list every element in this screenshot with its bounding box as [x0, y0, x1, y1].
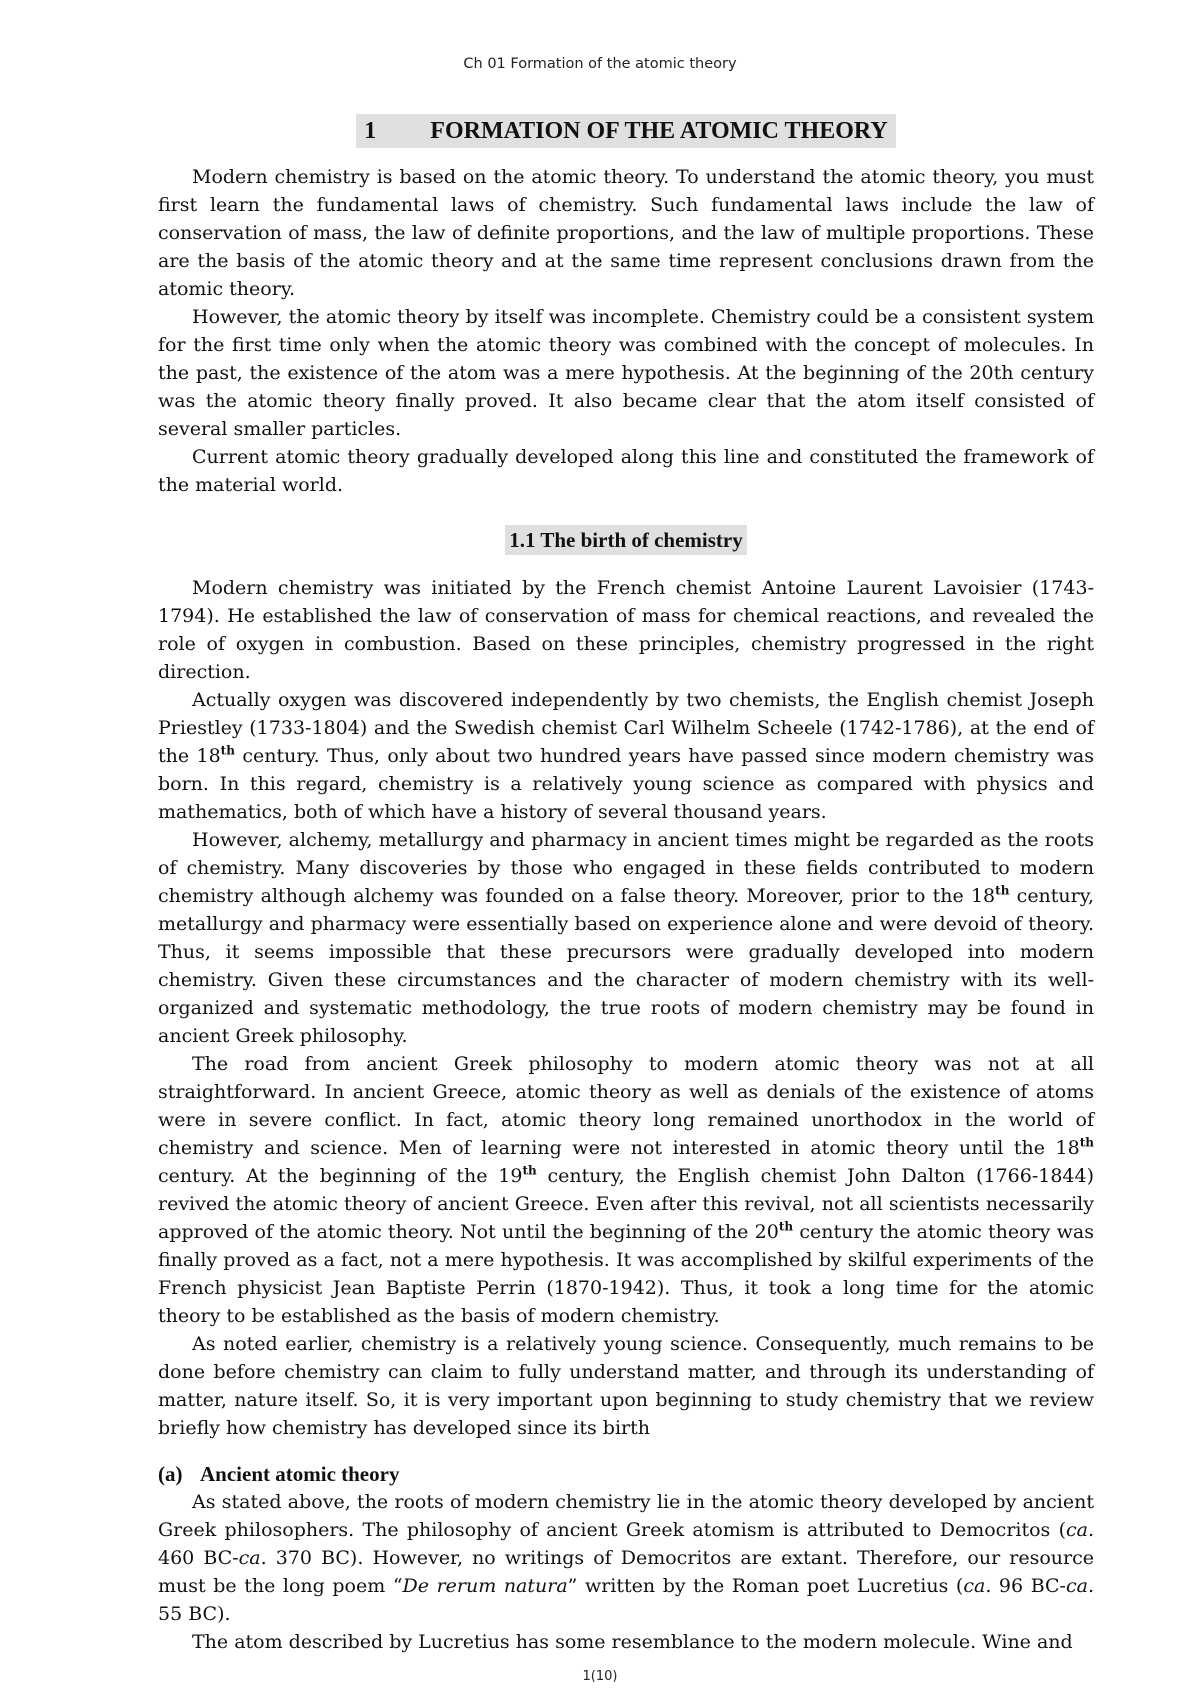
intro-paragraph: Current atomic theory gradually developed along this line and constituted the framework of the material world.	[158, 446, 1094, 496]
page-number: 1(10)	[582, 1669, 618, 1684]
superscript: th	[778, 1219, 794, 1234]
section-paragraph	[158, 1050, 1094, 1330]
subsection-title	[158, 1460, 1094, 1488]
text-run: century, metallurgy and pharmacy were essentially based on experience alone and were devoid of theory. Thus, it seems impossible that these precursors were gradually developed into modern chemistry. Given these circumstances and the character of modern chemistry with its well-organized and systematic methodology, the true roots of modern chemistry may be found in ancient Greek philosophy.	[158, 885, 1094, 1047]
text-run: century, the English chemist John Dalton (1766-1844) revived the atomic theory of ancient Greece. Even after this revival, not all scientists necessarily approved of the atomic theory. Not until the beginning of the 20	[158, 1165, 1095, 1243]
section-paragraph: As noted earlier, chemistry is a relatively young science. Consequently, much remains to be done before chemistry can claim to fully understand matter, and through its understanding of matter, nature itself. So, it is very important upon beginning to study chemistry that we review briefly how chemistry has developed since its birth	[158, 1333, 1094, 1439]
chapter-title-text: FORMATION OF THE ATOMIC THEORY	[430, 118, 888, 144]
section-paragraph: Modern chemistry was initiated by the French chemist Antoine Laurent Lavoisier (1743-1794). He established the law of conservation of mass for chemical reactions, and revealed the role of oxygen in combustion. Based on these principles, chemistry progressed in the right direction.	[158, 577, 1094, 683]
subsection-paragraph: The atom described by Lucretius has some resemblance to the modern molecule. Wine and	[192, 1631, 1073, 1653]
text-run: 55 BC).	[158, 1603, 231, 1625]
italic-text: ca.	[963, 1575, 992, 1597]
subsection-title-text: Ancient atomic theory	[200, 1462, 400, 1486]
text-run: As stated above, the roots of modern chemistry lie in the atomic theory developed by ancient Greek philosophers. The philosophy of ancient Greek atomism is attributed to Democritos (	[158, 1491, 1094, 1541]
chapter-title	[158, 114, 1094, 149]
section-paragraph	[158, 686, 1094, 826]
intro-paragraph: Modern chemistry is based on the atomic theory. To understand the atomic theory, you must first learn the fundamental laws of chemistry. Such fundamental laws include the law of conservation of mass, the law of definite proportions, and the law of multiple proportions. These are the basis of the atomic theory and at the same time represent conclusions drawn from the atomic theory.	[158, 166, 1094, 300]
text-run: ” written by the Roman poet Lucretius (	[567, 1575, 964, 1597]
document-body	[158, 114, 1094, 1656]
section-title-text: 1.1 The birth of chemistry	[505, 525, 747, 555]
italic-text: De rerum natura	[402, 1575, 568, 1597]
section-title	[158, 525, 1094, 556]
superscript: th	[522, 1163, 537, 1178]
italic-text: ca.	[238, 1547, 267, 1569]
superscript: th	[220, 743, 235, 758]
text-run: 96 BC-	[991, 1575, 1066, 1597]
running-header: Ch 01 Formation of the atomic theory	[463, 56, 737, 72]
text-run: century. Thus, only about two hundred years have passed since modern chemistry was born. In this regard, chemistry is a relatively young science as compared with physics and mathematics, both of which have a history of several thousand years.	[158, 745, 1094, 823]
section-paragraph	[158, 826, 1094, 1050]
chapter-number: 1	[364, 118, 377, 144]
subsection-label: (a)	[158, 1462, 183, 1486]
superscript: th	[995, 883, 1010, 898]
text-run: 460 BC-	[158, 1547, 239, 1569]
subsection-paragraph	[158, 1488, 1094, 1628]
italic-text: ca.	[1065, 1575, 1094, 1597]
text-run: 370 BC). However, no writings of Democritos are extant. Therefore, our resource must be the long poem “	[158, 1547, 1094, 1597]
text-run: The road from ancient Greek philosophy to modern atomic theory was not at all straightforward. In ancient Greece, atomic theory as well as denials of the existence of atoms were in severe conflict. In fact, atomic theory long remained unorthodox in the world of chemistry and science. Men of learning were not interested in atomic theory until the 18	[158, 1053, 1094, 1159]
text-run: century the atomic theory was finally proved as a fact, not a mere hypothesis. It was accomplished by skilful experiments of the French physicist Jean Baptiste Perrin (1870-1942). Thus, it took a long time for the atomic theory to be established as the basis of modern chemistry.	[158, 1221, 1094, 1327]
text-run: century. At the beginning of the 19	[158, 1165, 523, 1187]
text-run: However, alchemy, metallurgy and pharmacy in ancient times might be regarded as the roots of chemistry. Many discoveries by those who engaged in these fields contributed to modern chemistry although alchemy was founded on a false theory. Moreover, prior to the 18	[158, 829, 1094, 907]
superscript: th	[1079, 1135, 1094, 1150]
italic-text: ca.	[1065, 1519, 1094, 1541]
intro-paragraph: However, the atomic theory by itself was incomplete. Chemistry could be a consistent system for the first time only when the atomic theory was combined with the concept of molecules. In the past, the existence of the atom was a mere hypothesis. At the beginning of the 20th century was the atomic theory finally proved. It also became clear that the atom itself consisted of several smaller particles.	[158, 306, 1094, 440]
text-run: Actually oxygen was discovered independently by two chemists, the English chemist Joseph Priestley (1733-1804) and the Swedish chemist Carl Wilhelm Scheele (1742-1786), at the end of the 18	[158, 689, 1094, 767]
